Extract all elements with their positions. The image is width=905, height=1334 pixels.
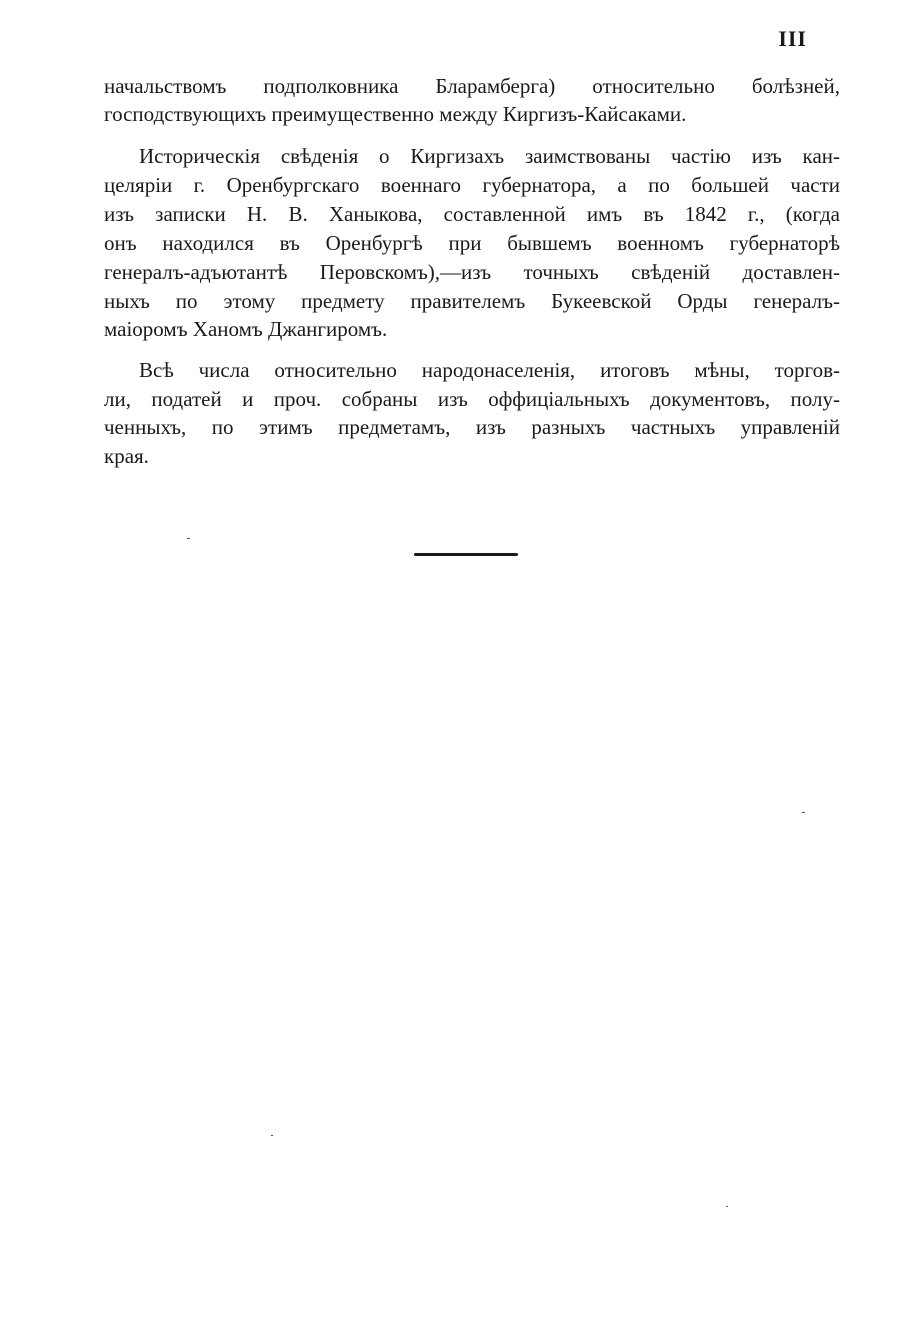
- text-line: целяріи г. Оренбургскаго военнаго губернатора, а по большей части: [104, 173, 840, 197]
- text-line: Всѣ числа относительно народонаселенія, итоговъ мѣны, торгов-: [139, 358, 840, 382]
- text-line: генералъ-адъютантѣ Перовскомъ),—изъ точныхъ свѣденій доставлен-: [104, 260, 840, 284]
- text-line: онъ находился въ Оренбургѣ при бывшемъ военномъ губернаторѣ: [104, 231, 840, 255]
- text-line: ченныхъ, по этимъ предметамъ, изъ разныхъ частныхъ управленій: [104, 415, 840, 439]
- text-line: Историческія свѣденія о Киргизахъ заимствованы частію изъ кан-: [139, 144, 840, 168]
- scan-speck: [187, 538, 190, 539]
- text-line: края.: [104, 444, 149, 468]
- text-line: ныхъ по этому предмету правителемъ Букеевской Орды генералъ-: [104, 289, 840, 313]
- section-divider: [414, 553, 518, 556]
- scan-speck: [726, 1206, 728, 1207]
- text-line: изъ записки Н. В. Ханыкова, составленной имъ въ 1842 г., (когда: [104, 202, 840, 226]
- text-line: ли, податей и проч. собраны изъ оффиціальныхъ документовъ, полу-: [104, 387, 840, 411]
- page-number: III: [778, 26, 807, 51]
- scan-speck: [802, 812, 805, 813]
- scan-speck: [271, 1135, 273, 1136]
- text-line: маіоромъ Ханомъ Джангиромъ.: [104, 317, 388, 341]
- text-line: господствующихъ преимущественно между Киргизъ-Кайсаками.: [104, 102, 687, 126]
- text-line: начальствомъ подполковника Бларамберга) относительно болѣзней,: [104, 74, 840, 98]
